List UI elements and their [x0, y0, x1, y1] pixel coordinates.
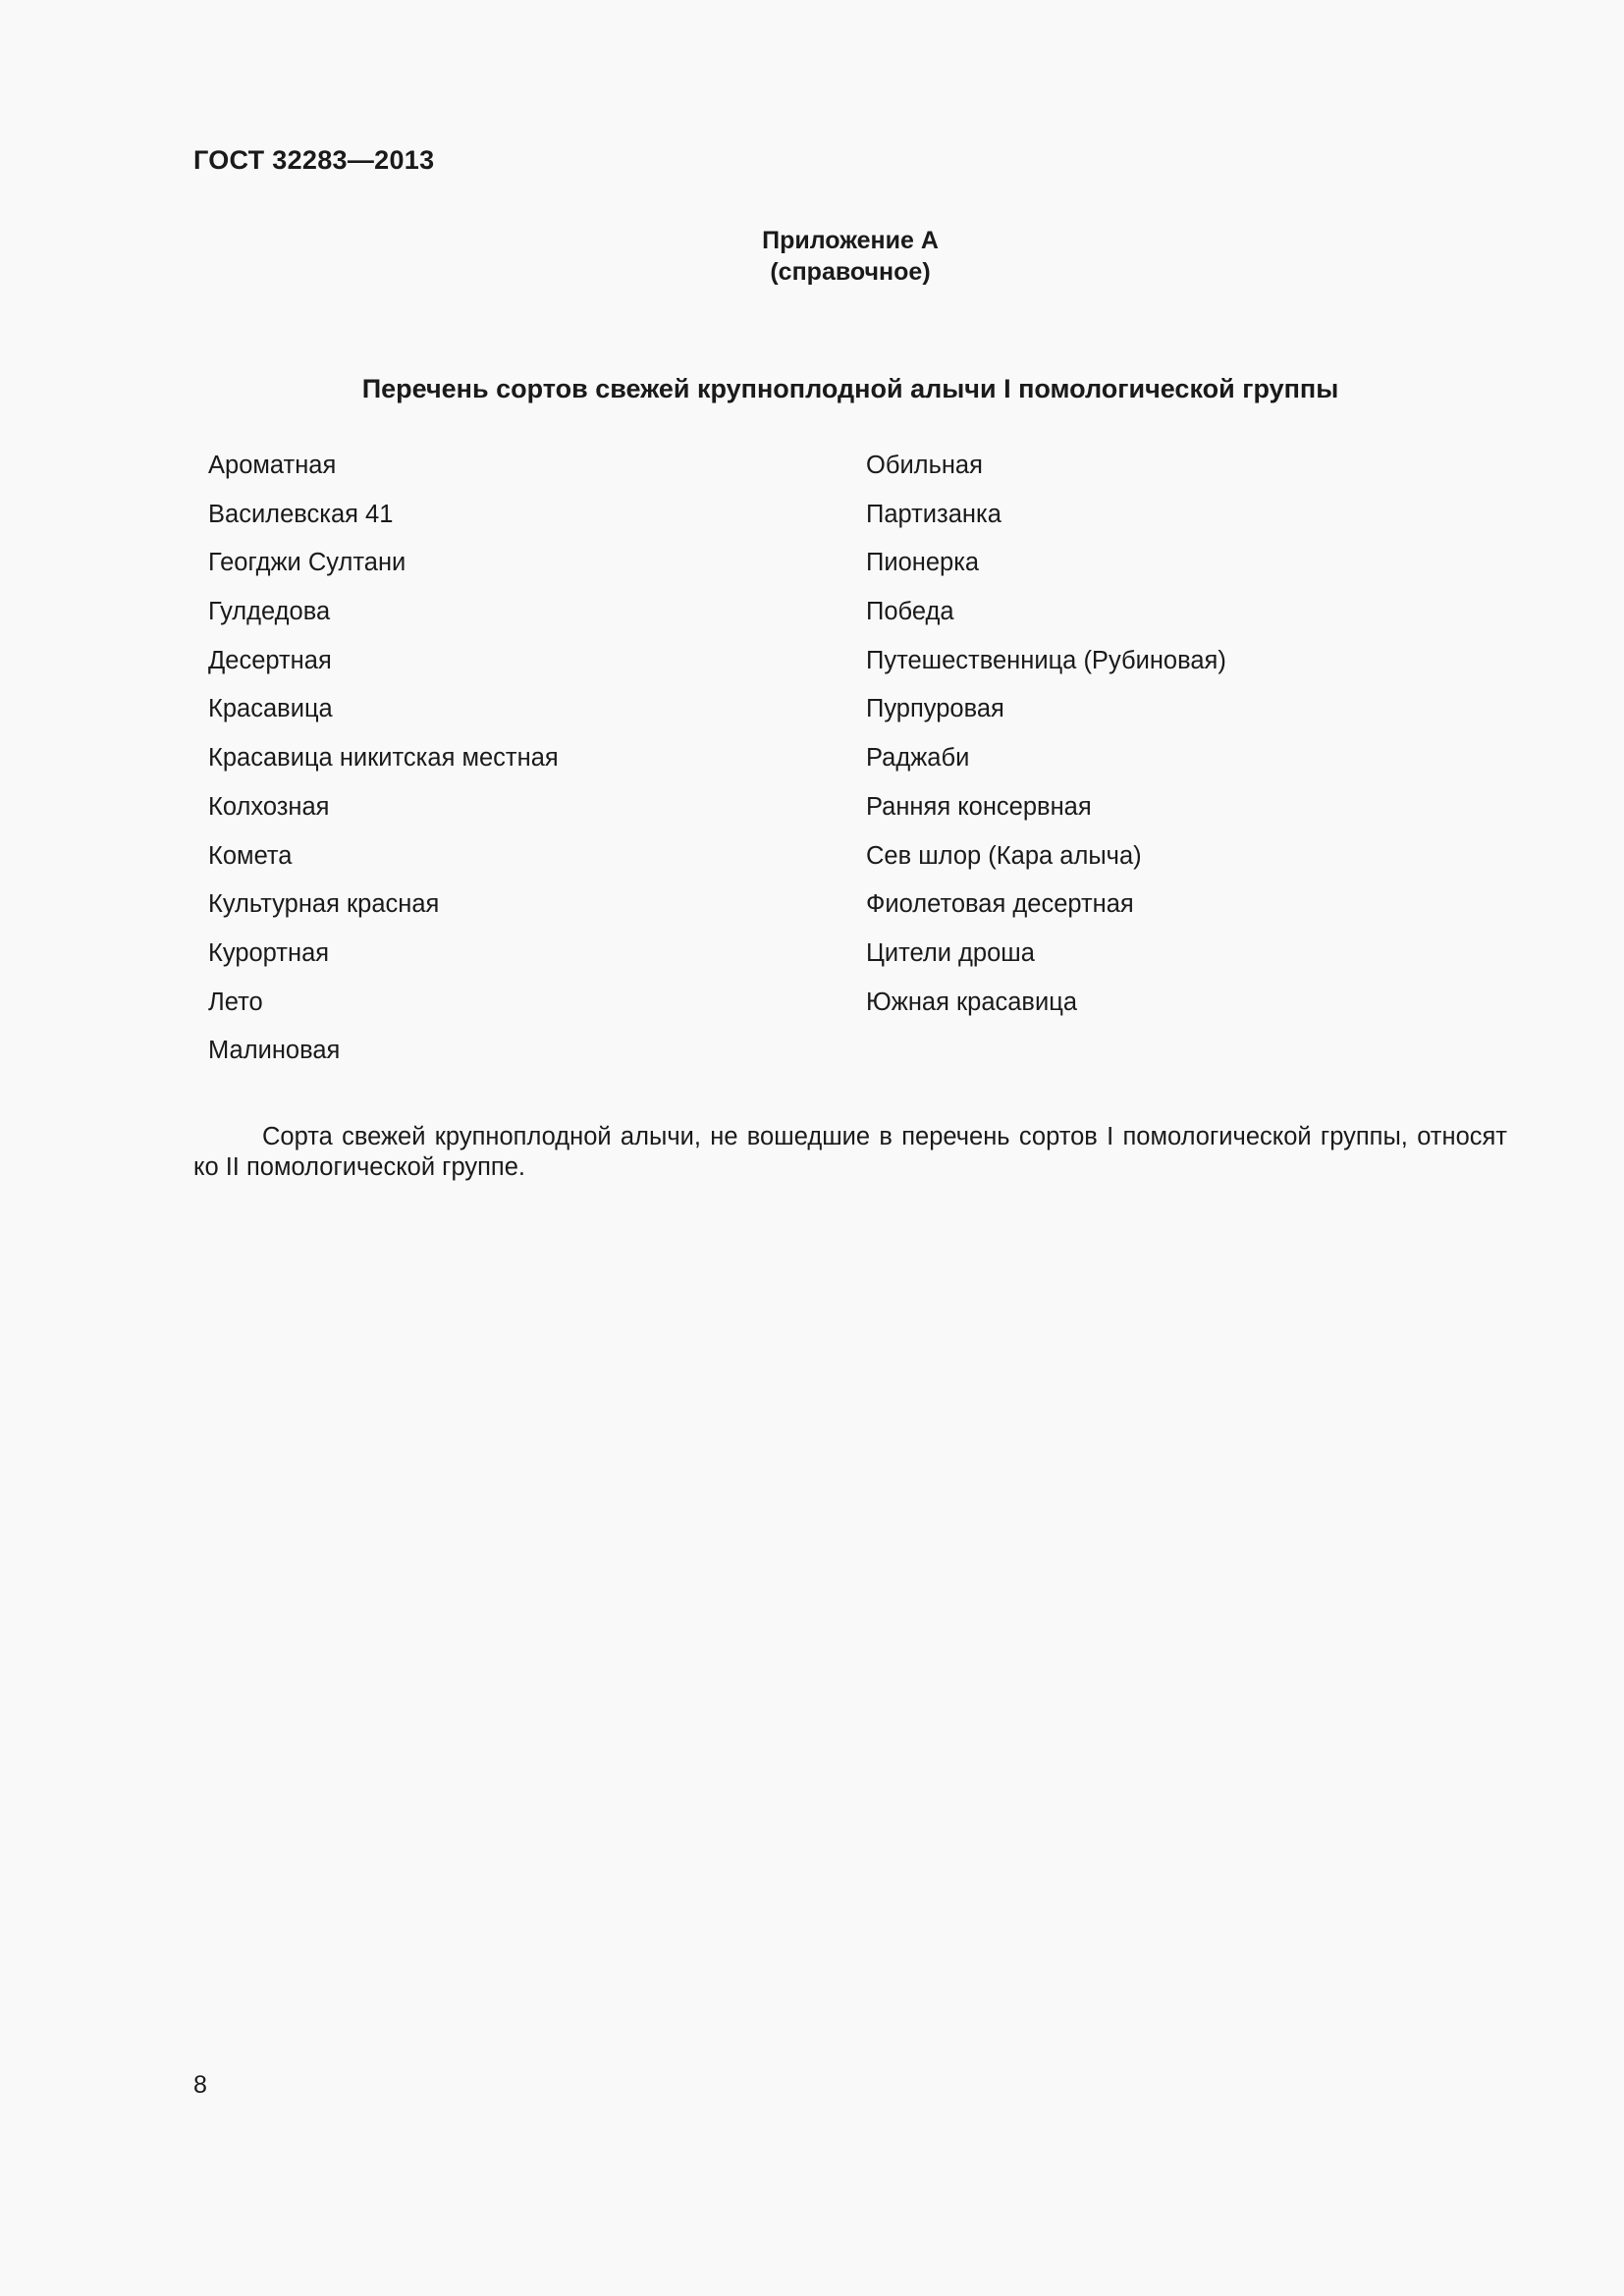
note-paragraph	[193, 1122, 1507, 1183]
note-text: Сорта свежей крупноплодной алычи, не вошедшие в перечень сортов I помологической группы, относят ко II помологической группе.	[193, 1122, 1507, 1181]
variety-item: Гулдедова	[208, 598, 331, 626]
variety-item: Победа	[866, 598, 954, 626]
variety-item: Партизанка	[866, 500, 1001, 528]
appendix-subtitle: (справочное)	[770, 258, 931, 286]
list-title-text: Перечень сортов свежей крупноплодной алычи I помологической группы	[361, 374, 1339, 403]
varieties-right-column	[866, 448, 1226, 1033]
variety-item: Путешественница (Рубиновая)	[866, 646, 1226, 674]
variety-item: Лето	[208, 988, 263, 1016]
variety-item: Ранняя консервная	[866, 792, 1092, 821]
variety-item: Пурпуровая	[866, 695, 1004, 723]
variety-item: Сев шлор (Кара алыча)	[866, 841, 1142, 870]
variety-item: Геогджи Султани	[208, 549, 406, 577]
page-number: 8	[193, 2071, 207, 2099]
variety-item: Колхозная	[208, 792, 330, 821]
variety-item: Комета	[208, 841, 293, 870]
variety-item: Обильная	[866, 452, 983, 479]
variety-item: Василевская 41	[208, 500, 394, 528]
variety-item: Культурная красная	[208, 890, 440, 919]
appendix-title: Приложение А	[762, 227, 939, 254]
variety-item: Цители дроша	[866, 938, 1035, 967]
variety-item: Малиновая	[208, 1037, 341, 1065]
variety-item: Пионерка	[866, 549, 980, 577]
varieties-left-column	[208, 448, 559, 1082]
document-code: ГОСТ 32283—2013	[193, 145, 435, 175]
variety-item: Курортная	[208, 938, 330, 967]
variety-item: Красавица	[208, 695, 333, 723]
variety-item: Южная красавица	[866, 988, 1078, 1016]
variety-item: Ароматная	[208, 452, 337, 479]
variety-item: Фиолетовая десертная	[866, 890, 1134, 919]
variety-item: Десертная	[208, 646, 332, 674]
variety-item: Раджаби	[866, 744, 970, 773]
appendix-heading	[0, 225, 1624, 288]
variety-item: Красавица никитская местная	[208, 744, 559, 773]
list-title	[0, 374, 1624, 404]
